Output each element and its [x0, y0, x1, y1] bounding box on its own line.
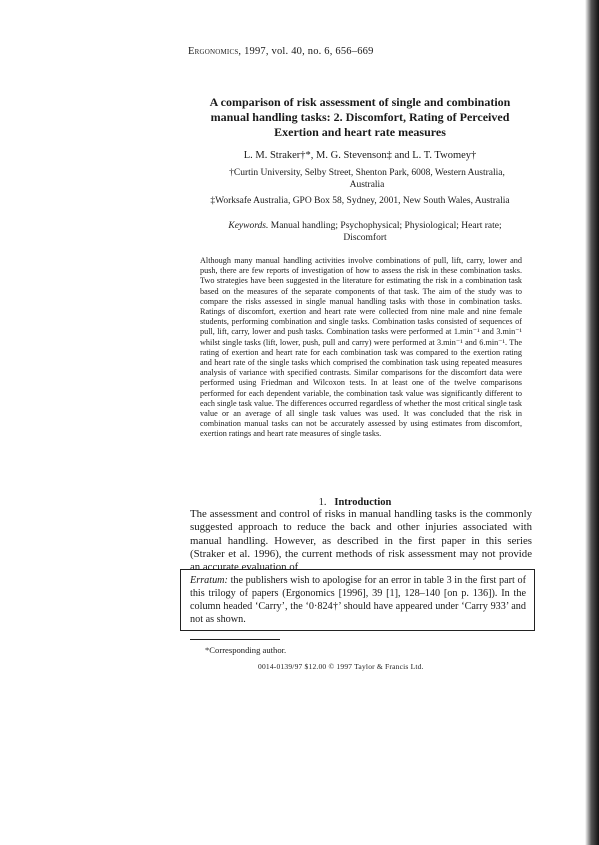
section-number: 1.: [318, 497, 327, 508]
section-title: Introduction: [334, 497, 392, 508]
footnote: *Corresponding author.: [205, 645, 287, 655]
section-heading: [190, 497, 520, 508]
journal-citation: [188, 46, 488, 57]
paper-title: A comparison of risk assessment of single and combination manual handling tasks: 2. Discomfort, Rating of Perceived Exertion and heart rate measures: [209, 95, 511, 139]
affiliation-worksafe: ‡Worksafe Australia, GPO Box 58, Sydney, 2001, New South Wales, Australia: [210, 196, 510, 206]
scan-edge-shadow: [585, 0, 599, 845]
journal-volume: , 1997, vol. 40, no. 6, 656–669: [238, 46, 374, 57]
abstract: Although many manual handling activities involve combinations of pull, lift, carry, lower and push, there are few reports of investigation of how to assess the risk in these combination tasks. Two strategies have been suggested in the literature for estimating the risk in a combination task based on the measures of the separate components of that task. The aim of the study was to compare the risks assessed in single manual handling tasks with those in combination tasks. Ratings of discomfort, exertion and heart rate were collected from nine male and nine female students, performing combination and single tasks. Combination tasks consisted of sequences of pull, lift, carry, lower and push tasks. Combination tasks were performed at 1.min⁻¹ and 3.min⁻¹ whilst single tasks (lift, lower, push, pull and carry) were performed at 3.min⁻¹ and 6.min⁻¹. The rating of exertion and heart rate for each combination task was compared to the exertion rating and heart rate of the single tasks which comprised the combination task using repeated measures analysis of variance with specified contrasts. Similar comparisons for the discomfort data were performed using Friedman and Wilcoxon tests. In at least one of the twelve comparisons performed for each dependent variable, the combination task value was significantly different to each single task value. The differences occurred regardless of whether the most critical single task value or an average of all single task values was used. It was concluded that the risk in combination manual tasks can not be accurately assessed by using estimates from discomfort, exertion ratings and heart rate measures of single tasks.: [200, 256, 522, 439]
keywords-label: Keywords.: [228, 221, 269, 231]
footnote-rule: [190, 639, 280, 640]
copyright-footer: 0014-0139/97 $12.00 © 1997 Taylor & Francis Ltd.: [258, 662, 424, 671]
authors: L. M. Straker†*, M. G. Stevenson‡ and L. T. Twomey†: [243, 150, 477, 161]
keywords: [210, 220, 520, 244]
erratum-text: the publishers wish to apologise for an error in table 3 in the first part of this trilogy of papers (Ergonomics [1996], 39 [1], 128–140 [on p. 136]). In the column headed ‘Carry’, the ‘0·824†’ should have appeared under ‘Carry 933’ and not as shown.: [190, 575, 526, 625]
erratum-notice: [190, 574, 526, 626]
introduction-text: The assessment and control of risks in manual handling tasks is the commonly suggested approach to reduce the back and other injuries associated with manual handling. However, as described in the first paper in this series (Straker et al. 1996), the current methods of risk assessment may not provide an accurate evaluation of: [190, 508, 532, 574]
keywords-text: Manual handling; Psychophysical; Physiological; Heart rate; Discomfort: [268, 221, 502, 243]
affiliation-curtin: †Curtin University, Selby Street, Shenton Park, 6008, Western Australia, Australia: [229, 168, 505, 190]
erratum-label: Erratum:: [190, 575, 228, 586]
journal-name: Ergonomics: [188, 46, 239, 57]
